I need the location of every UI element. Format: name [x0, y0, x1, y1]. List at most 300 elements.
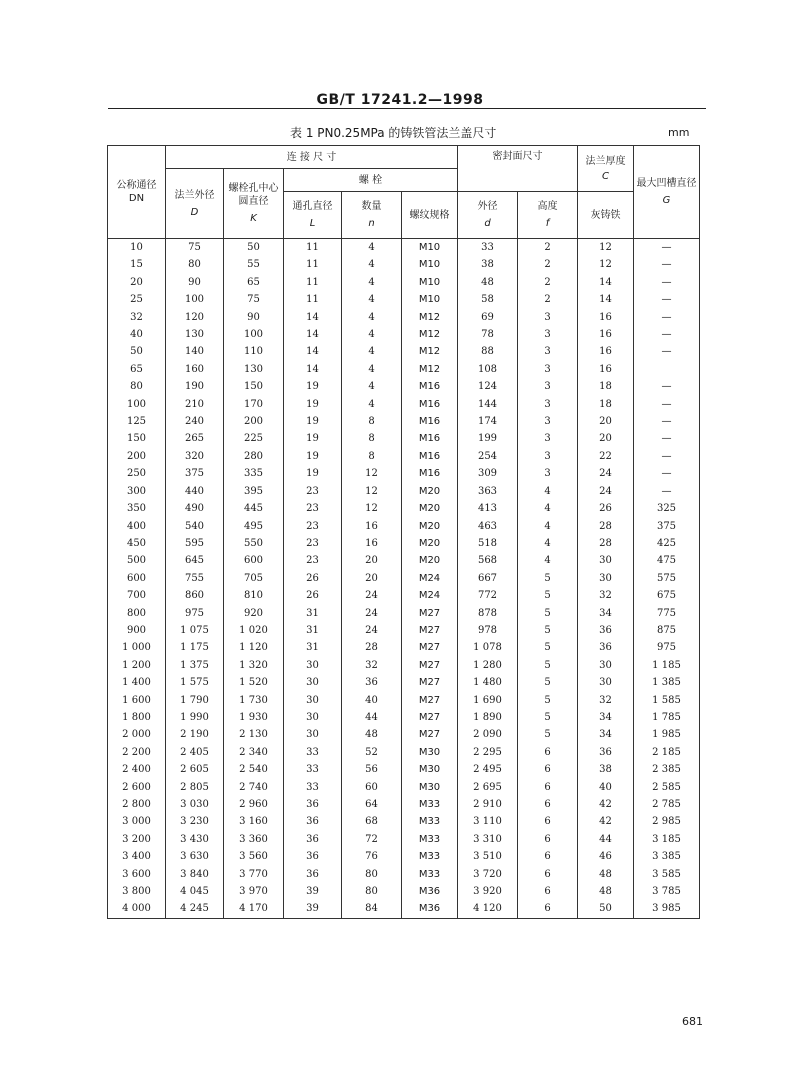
- table-cell: 705: [224, 570, 284, 587]
- table-cell: 425: [634, 535, 700, 552]
- table-cell: 5: [518, 587, 578, 604]
- table-cell: 16: [578, 309, 634, 326]
- table-row: [108, 500, 700, 517]
- table-cell: M10: [402, 274, 458, 291]
- table-cell: 300: [108, 483, 166, 500]
- table-cell: M10: [402, 239, 458, 257]
- table-row: [108, 622, 700, 639]
- table-cell: 14: [284, 343, 342, 360]
- table-row: [108, 448, 700, 465]
- table-cell: 700: [108, 587, 166, 604]
- table-cell: 174: [458, 413, 518, 430]
- table-row: [108, 692, 700, 709]
- table-cell: 28: [578, 535, 634, 552]
- table-cell: 3 200: [108, 831, 166, 848]
- table-container: [107, 145, 700, 919]
- table-cell: 88: [458, 343, 518, 360]
- table-row: [108, 309, 700, 326]
- table-cell: 550: [224, 535, 284, 552]
- table-cell: 3: [518, 465, 578, 482]
- table-cell: 2 800: [108, 796, 166, 813]
- table-cell: 20: [342, 552, 402, 569]
- table-cell: 3 770: [224, 866, 284, 883]
- table-cell: 3 000: [108, 813, 166, 830]
- table-cell: 20: [108, 274, 166, 291]
- table-cell: 76: [342, 848, 402, 865]
- table-cell: 20: [578, 430, 634, 447]
- table-cell: 12: [342, 465, 402, 482]
- table-cell: M10: [402, 291, 458, 308]
- table-cell: 12: [342, 500, 402, 517]
- table-cell: 3: [518, 378, 578, 395]
- table-cell: M30: [402, 779, 458, 796]
- table-cell: 24: [578, 465, 634, 482]
- table-cell: 44: [578, 831, 634, 848]
- table-cell: 14: [578, 291, 634, 308]
- table-cell: 30: [284, 726, 342, 743]
- table-cell: 280: [224, 448, 284, 465]
- table-cell: 100: [108, 396, 166, 413]
- table-cell: 2 695: [458, 779, 518, 796]
- table-cell: 6: [518, 866, 578, 883]
- table-cell: 518: [458, 535, 518, 552]
- table-cell: 3 400: [108, 848, 166, 865]
- table-cell: M24: [402, 587, 458, 604]
- table-cell: 40: [342, 692, 402, 709]
- table-cell: 170: [224, 396, 284, 413]
- table-cell: —: [634, 309, 700, 326]
- table-cell: 48: [342, 726, 402, 743]
- table-cell: 1 175: [166, 639, 224, 656]
- table-cell: 125: [108, 413, 166, 430]
- table-cell: 3 720: [458, 866, 518, 883]
- table-cell: 1 985: [634, 726, 700, 743]
- header-max-groove-diameter: 最大凹槽直径 G: [634, 146, 700, 239]
- table-cell: 11: [284, 274, 342, 291]
- table-cell: 16: [578, 326, 634, 343]
- table-cell: 30: [578, 674, 634, 691]
- table-cell: 1 000: [108, 639, 166, 656]
- table-cell: 568: [458, 552, 518, 569]
- table-row: [108, 396, 700, 413]
- table-cell: 3 030: [166, 796, 224, 813]
- table-cell: 4: [342, 343, 402, 360]
- table-cell: 12: [578, 256, 634, 273]
- table-cell: —: [634, 378, 700, 395]
- table-cell: M33: [402, 866, 458, 883]
- table-cell: 33: [458, 239, 518, 257]
- table-cell: 3: [518, 343, 578, 360]
- table-cell: 16: [342, 518, 402, 535]
- table-cell: 1 730: [224, 692, 284, 709]
- table-cell: 130: [224, 361, 284, 378]
- table-cell: 4 045: [166, 883, 224, 900]
- table-cell: 4: [342, 326, 402, 343]
- table-cell: M27: [402, 605, 458, 622]
- table-cell: 900: [108, 622, 166, 639]
- table-cell: 6: [518, 831, 578, 848]
- table-cell: 34: [578, 726, 634, 743]
- table-cell: 6: [518, 779, 578, 796]
- table-cell: 240: [166, 413, 224, 430]
- table-cell: —: [634, 291, 700, 308]
- table-row: [108, 535, 700, 552]
- table-cell: 1 600: [108, 692, 166, 709]
- table-cell: 500: [108, 552, 166, 569]
- table-cell: 10: [108, 239, 166, 257]
- table-row: [108, 848, 700, 865]
- table-cell: 8: [342, 413, 402, 430]
- table-cell: M16: [402, 378, 458, 395]
- header-group-bolt: 螺 栓: [284, 169, 458, 192]
- table-cell: 34: [578, 709, 634, 726]
- table-cell: 19: [284, 448, 342, 465]
- table-cell: 8: [342, 448, 402, 465]
- table-cell: 265: [166, 430, 224, 447]
- table-cell: 3 430: [166, 831, 224, 848]
- table-cell: 11: [284, 239, 342, 257]
- table-cell: M12: [402, 326, 458, 343]
- table-cell: 2 400: [108, 761, 166, 778]
- table-cell: 19: [284, 378, 342, 395]
- table-cell: 540: [166, 518, 224, 535]
- table-cell: 445: [224, 500, 284, 517]
- table-row: [108, 361, 700, 378]
- table-cell: 1 280: [458, 657, 518, 674]
- table-row: [108, 709, 700, 726]
- table-cell: 309: [458, 465, 518, 482]
- table-cell: 31: [284, 622, 342, 639]
- table-row: [108, 413, 700, 430]
- table-cell: 24: [578, 483, 634, 500]
- table-cell: 6: [518, 883, 578, 900]
- table-cell: 2: [518, 274, 578, 291]
- table-cell: 108: [458, 361, 518, 378]
- table-cell: 16: [342, 535, 402, 552]
- table-cell: 2 985: [634, 813, 700, 830]
- table-cell: M27: [402, 709, 458, 726]
- table-cell: —: [634, 413, 700, 430]
- table-row: [108, 430, 700, 447]
- table-cell: 20: [342, 570, 402, 587]
- table-cell: 46: [578, 848, 634, 865]
- table-cell: 50: [108, 343, 166, 360]
- table-cell: 6: [518, 796, 578, 813]
- table-cell: 19: [284, 465, 342, 482]
- table-cell: 5: [518, 674, 578, 691]
- header-thread-spec: 螺纹规格: [402, 192, 458, 239]
- table-cell: M20: [402, 483, 458, 500]
- table-cell: 3 920: [458, 883, 518, 900]
- table-cell: 1 800: [108, 709, 166, 726]
- table-cell: 1 785: [634, 709, 700, 726]
- table-cell: 65: [108, 361, 166, 378]
- table-cell: 5: [518, 639, 578, 656]
- table-cell: M36: [402, 900, 458, 918]
- table-cell: 124: [458, 378, 518, 395]
- table-cell: 44: [342, 709, 402, 726]
- table-cell: 1 200: [108, 657, 166, 674]
- table-cell: 878: [458, 605, 518, 622]
- table-cell: 30: [578, 657, 634, 674]
- table-cell: M12: [402, 361, 458, 378]
- table-cell: 75: [166, 239, 224, 257]
- table-row: [108, 866, 700, 883]
- table-cell: 4 120: [458, 900, 518, 918]
- table-row: [108, 378, 700, 395]
- table-cell: 72: [342, 831, 402, 848]
- table-row: [108, 744, 700, 761]
- table-cell: 335: [224, 465, 284, 482]
- table-row: [108, 483, 700, 500]
- table-cell: 5: [518, 709, 578, 726]
- table-cell: 48: [458, 274, 518, 291]
- table-cell: 28: [342, 639, 402, 656]
- table-cell: M27: [402, 726, 458, 743]
- table-cell: 3: [518, 309, 578, 326]
- table-cell: 14: [284, 361, 342, 378]
- table-cell: 975: [634, 639, 700, 656]
- table-row: [108, 796, 700, 813]
- table-cell: 254: [458, 448, 518, 465]
- table-cell: 18: [578, 378, 634, 395]
- header-group-connection: 连 接 尺 寸: [166, 146, 458, 169]
- table-cell: 36: [578, 639, 634, 656]
- table-cell: 16: [578, 343, 634, 360]
- flange-cover-dimensions-table: [107, 145, 700, 919]
- table-cell: 30: [578, 570, 634, 587]
- table-cell: 20: [578, 413, 634, 430]
- table-cell: 65: [224, 274, 284, 291]
- table-row: [108, 570, 700, 587]
- unit-label: mm: [668, 126, 690, 139]
- table-cell: 36: [284, 848, 342, 865]
- table-cell: 199: [458, 430, 518, 447]
- table-cell: 38: [578, 761, 634, 778]
- table-cell: 23: [284, 535, 342, 552]
- table-row: [108, 726, 700, 743]
- table-cell: 595: [166, 535, 224, 552]
- table-cell: 24: [342, 605, 402, 622]
- table-cell: 1 575: [166, 674, 224, 691]
- table-row: [108, 605, 700, 622]
- table-cell: 5: [518, 657, 578, 674]
- table-cell: 1 078: [458, 639, 518, 656]
- table-cell: 2: [518, 239, 578, 257]
- table-cell: 1 930: [224, 709, 284, 726]
- table-cell: 190: [166, 378, 224, 395]
- table-cell: 413: [458, 500, 518, 517]
- table-cell: 978: [458, 622, 518, 639]
- table-cell: 6: [518, 900, 578, 918]
- table-cell: 395: [224, 483, 284, 500]
- table-cell: 3: [518, 361, 578, 378]
- table-row: [108, 761, 700, 778]
- table-cell: 14: [284, 326, 342, 343]
- table-cell: 875: [634, 622, 700, 639]
- table-cell: 3 800: [108, 883, 166, 900]
- table-cell: 5: [518, 726, 578, 743]
- table-cell: 320: [166, 448, 224, 465]
- table-cell: M20: [402, 552, 458, 569]
- table-cell: [634, 361, 700, 378]
- table-cell: 4: [342, 309, 402, 326]
- header-hole-diameter: 通孔直径 L: [284, 192, 342, 239]
- table-cell: 600: [224, 552, 284, 569]
- table-cell: 3 970: [224, 883, 284, 900]
- table-cell: 4: [518, 500, 578, 517]
- table-cell: 2 340: [224, 744, 284, 761]
- table-cell: 36: [284, 796, 342, 813]
- table-cell: 55: [224, 256, 284, 273]
- table-cell: 23: [284, 552, 342, 569]
- header-bolt-circle-diameter: 螺栓孔中心圆直径 K: [224, 169, 284, 239]
- table-cell: M27: [402, 692, 458, 709]
- table-cell: 75: [224, 291, 284, 308]
- table-cell: 463: [458, 518, 518, 535]
- table-cell: 30: [284, 692, 342, 709]
- header-bolt-quantity: 数量 n: [342, 192, 402, 239]
- table-row: [108, 518, 700, 535]
- table-cell: 80: [166, 256, 224, 273]
- table-cell: 2 000: [108, 726, 166, 743]
- table-cell: 150: [108, 430, 166, 447]
- table-cell: 4 245: [166, 900, 224, 918]
- table-cell: 19: [284, 430, 342, 447]
- table-cell: 80: [108, 378, 166, 395]
- table-cell: —: [634, 396, 700, 413]
- table-cell: 40: [108, 326, 166, 343]
- table-cell: M20: [402, 518, 458, 535]
- table-cell: 36: [578, 622, 634, 639]
- header-flange-outer-diameter: 法兰外径 D: [166, 169, 224, 239]
- table-caption: 表 1 PN0.25MPa 的铸铁管法兰盖尺寸: [290, 126, 497, 140]
- table-cell: 50: [578, 900, 634, 918]
- table-cell: 975: [166, 605, 224, 622]
- table-cell: 1 185: [634, 657, 700, 674]
- table-cell: 1 120: [224, 639, 284, 656]
- table-cell: 2 185: [634, 744, 700, 761]
- table-cell: 90: [166, 274, 224, 291]
- table-cell: 4: [518, 535, 578, 552]
- table-cell: 58: [458, 291, 518, 308]
- table-cell: 6: [518, 761, 578, 778]
- table-cell: 19: [284, 396, 342, 413]
- table-row: [108, 326, 700, 343]
- table-row: [108, 779, 700, 796]
- table-cell: 90: [224, 309, 284, 326]
- table-cell: 6: [518, 848, 578, 865]
- table-cell: 39: [284, 883, 342, 900]
- table-row: [108, 239, 700, 257]
- table-cell: 800: [108, 605, 166, 622]
- table-cell: 2 495: [458, 761, 518, 778]
- table-cell: 80: [342, 866, 402, 883]
- table-cell: 1 790: [166, 692, 224, 709]
- table-cell: 210: [166, 396, 224, 413]
- table-cell: 160: [166, 361, 224, 378]
- table-cell: 36: [284, 831, 342, 848]
- table-cell: M12: [402, 309, 458, 326]
- table-cell: 30: [284, 709, 342, 726]
- table-cell: 36: [284, 813, 342, 830]
- header-seal-height: 高度 f: [518, 192, 578, 239]
- header-material-gray-iron: 灰铸铁: [578, 192, 634, 239]
- table-cell: 4: [342, 361, 402, 378]
- table-cell: 2 540: [224, 761, 284, 778]
- table-cell: 2 130: [224, 726, 284, 743]
- header-flange-thickness: 法兰厚度 C: [578, 146, 634, 192]
- table-cell: 860: [166, 587, 224, 604]
- table-cell: 1 320: [224, 657, 284, 674]
- table-cell: 69: [458, 309, 518, 326]
- table-row: [108, 674, 700, 691]
- table-cell: 3 360: [224, 831, 284, 848]
- table-cell: M27: [402, 622, 458, 639]
- table-cell: 26: [284, 587, 342, 604]
- table-cell: 3 840: [166, 866, 224, 883]
- table-cell: 24: [342, 587, 402, 604]
- table-cell: 363: [458, 483, 518, 500]
- table-cell: 36: [578, 744, 634, 761]
- table-cell: 2: [518, 291, 578, 308]
- table-cell: 100: [166, 291, 224, 308]
- table-cell: 375: [166, 465, 224, 482]
- table-cell: M33: [402, 813, 458, 830]
- table-cell: 1 385: [634, 674, 700, 691]
- table-cell: —: [634, 343, 700, 360]
- table-cell: 495: [224, 518, 284, 535]
- table-row: [108, 657, 700, 674]
- table-body: [108, 239, 700, 919]
- table-cell: 39: [284, 900, 342, 918]
- table-cell: 48: [578, 883, 634, 900]
- table-cell: 440: [166, 483, 224, 500]
- table-cell: 1 990: [166, 709, 224, 726]
- table-cell: 3 230: [166, 813, 224, 830]
- table-cell: 2 605: [166, 761, 224, 778]
- table-cell: 16: [578, 361, 634, 378]
- table-cell: 4: [342, 378, 402, 395]
- table-cell: M24: [402, 570, 458, 587]
- table-cell: 26: [284, 570, 342, 587]
- table-cell: 2 805: [166, 779, 224, 796]
- table-cell: 4: [342, 291, 402, 308]
- table-row: [108, 883, 700, 900]
- table-cell: M30: [402, 744, 458, 761]
- table-cell: M10: [402, 256, 458, 273]
- table-cell: 42: [578, 813, 634, 830]
- table-cell: 5: [518, 570, 578, 587]
- table-cell: 450: [108, 535, 166, 552]
- table-cell: 36: [284, 866, 342, 883]
- table-cell: 375: [634, 518, 700, 535]
- table-cell: 200: [108, 448, 166, 465]
- table-cell: 667: [458, 570, 518, 587]
- table-cell: 2 740: [224, 779, 284, 796]
- table-cell: 1 585: [634, 692, 700, 709]
- table-cell: 1 020: [224, 622, 284, 639]
- table-cell: 755: [166, 570, 224, 587]
- table-row: [108, 831, 700, 848]
- table-cell: 4: [342, 274, 402, 291]
- table-cell: 2 190: [166, 726, 224, 743]
- table-cell: M16: [402, 465, 458, 482]
- table-cell: 490: [166, 500, 224, 517]
- table-cell: 24: [342, 622, 402, 639]
- table-row: [108, 256, 700, 273]
- table-cell: 920: [224, 605, 284, 622]
